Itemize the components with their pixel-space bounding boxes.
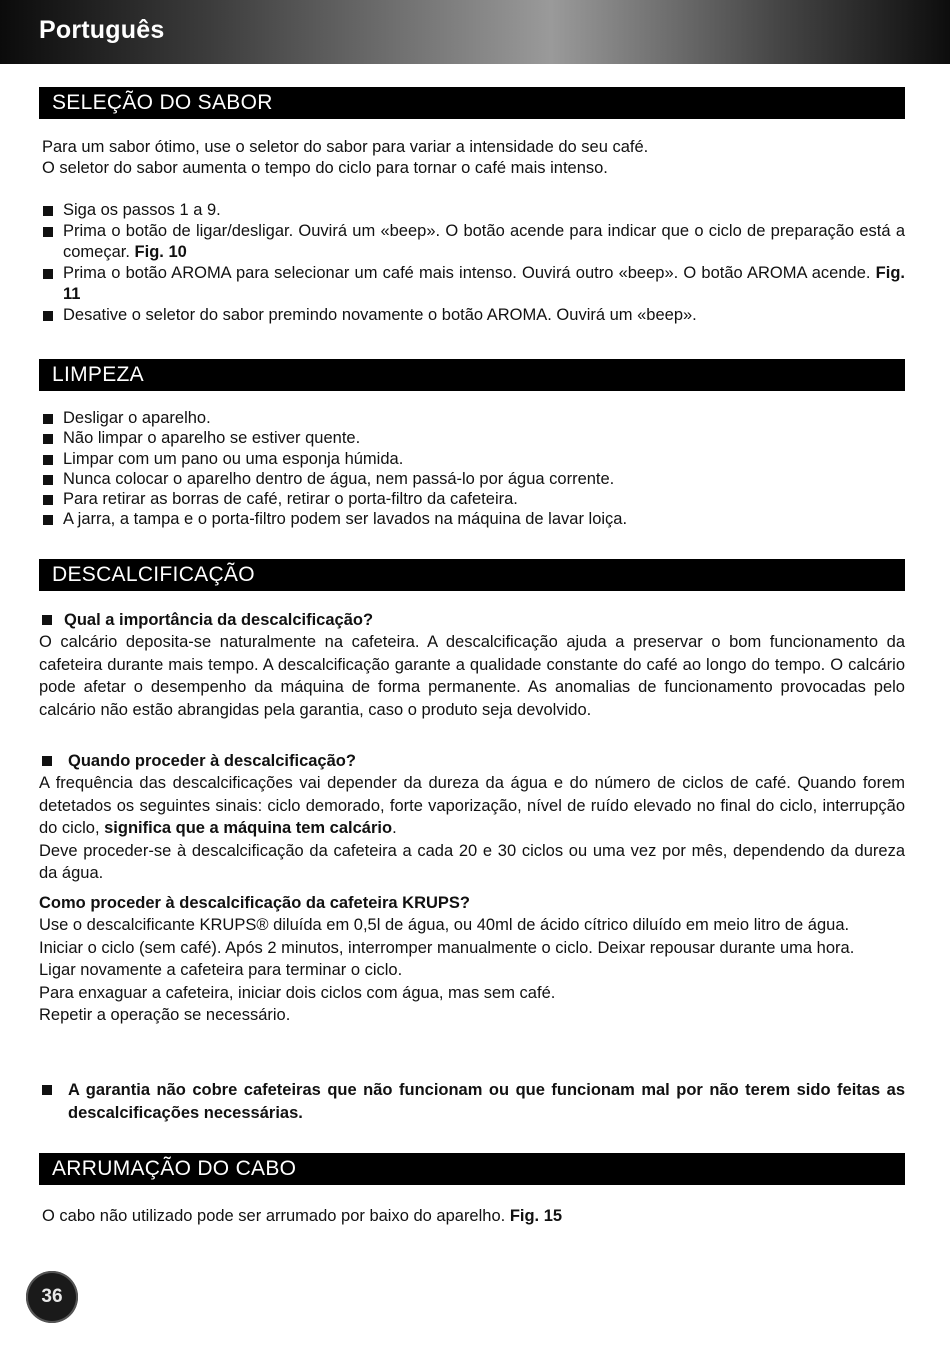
list-item: Nunca colocar o aparelho dentro de água, nem passá-lo por água corrente. <box>39 469 905 489</box>
paragraph: Deve proceder-se à descalcificação da cafeteira a cada 20 e 30 ciclos ou uma vez por mês, dependendo da dureza da água. <box>39 841 905 882</box>
section-title-limpeza: LIMPEZA <box>39 359 905 391</box>
question-heading: Qual a importância da descalcificação? <box>39 609 905 631</box>
paragraph: Ligar novamente a cafeteira para terminar o ciclo. <box>39 961 403 979</box>
descalc-importance <box>39 609 905 721</box>
list-item: Não limpar o aparelho se estiver quente. <box>39 428 905 448</box>
list-item: Prima o botão AROMA para selecionar um café mais intenso. Ouvirá outro «beep». O botão AROMA acende. Fig. 11 <box>39 263 905 305</box>
fig-ref: Fig. 10 <box>134 243 187 261</box>
list-item: Desligar o aparelho. <box>39 408 905 428</box>
page-number: 36 <box>26 1271 78 1323</box>
question-heading: Quando proceder à descalcificação? <box>39 750 905 772</box>
paragraph: O calcário deposita-se naturalmente na cafeteira. A descalcificação ajuda a preservar o bom funcionamento da cafeteira durante mais tempo. A descalcificação garante a qualidade constante do café ao longo do tempo. O calcário pode afetar o desempenho da máquina de forma permanente. As anomalias de funcionamento provocadas pelo calcário não estão abrangidas pela garantia, caso o produto seja devolvido. <box>39 633 905 719</box>
fig-ref: Fig. 15 <box>509 1207 563 1225</box>
descalc-how <box>39 893 905 1027</box>
list-item: Siga os passos 1 a 9. <box>39 200 905 221</box>
paragraph: O cabo não utilizado pode ser arrumado por baixo do aparelho. Fig. 15 <box>42 1207 563 1225</box>
bold-emphasis: significa que a máquina tem calcário <box>104 819 393 837</box>
list-item: Limpar com um pano ou uma esponja húmida. <box>39 449 905 469</box>
paragraph: Use o descalcificante KRUPS® diluída em 0,5l de água, ou 40ml de ácido cítrico diluído em meio litro de água. <box>39 916 850 934</box>
list-item: Prima o botão de ligar/desligar. Ouvirá um «beep». O botão acende para indicar que o ciclo de preparação está a começar. Fig. 10 <box>39 221 905 263</box>
section-title-descalcificacao: DESCALCIFICAÇÃO <box>39 559 905 591</box>
list-item: Desative o seletor do sabor premindo novamente o botão AROMA. Ouvirá um «beep». <box>39 305 905 326</box>
section-title-sabor: SELEÇÃO DO SABOR <box>39 87 905 119</box>
paragraph: A frequência das descalcificações vai depender da dureza da água e do número de ciclos de café. Quando forem detetados os seguintes sinais: ciclo demorado, forte vaporização, nível de ruído elevado no final do ciclo, interrupção do ciclo, significa que a máquina tem calcário. <box>39 774 905 837</box>
language-header-bar <box>0 0 950 64</box>
section-title-cabo: ARRUMAÇÃO DO CABO <box>39 1153 905 1185</box>
paragraph: Para enxaguar a cafeteira, iniciar dois ciclos com água, mas sem café. <box>39 983 556 1002</box>
warranty-text: A garantia não cobre cafeteiras que não funcionam ou que funcionam mal por não terem sido feitas as descalcificações necessárias. <box>39 1079 905 1125</box>
question-heading: Como proceder à descalcificação da cafeteira KRUPS? <box>39 894 470 912</box>
sabor-intro <box>39 137 905 179</box>
cabo-text-block <box>39 1205 905 1228</box>
descalc-when <box>39 750 905 885</box>
list-item: A jarra, a tampa e o porta-filtro podem ser lavados na máquina de lavar loiça. <box>39 509 905 529</box>
paragraph: Repetir a operação se necessário. <box>39 1006 291 1024</box>
warranty-note <box>39 1079 905 1125</box>
language-title: Português <box>39 16 165 44</box>
list-item: Para retirar as borras de café, retirar o porta-filtro da cafeteira. <box>39 489 905 509</box>
fig-ref: Fig. 11 <box>63 264 905 303</box>
sabor-intro-line-1: Para um sabor ótimo, use o seletor do sabor para variar a intensidade do seu café. <box>42 138 649 156</box>
sabor-list <box>39 200 905 326</box>
limpeza-list <box>39 408 905 530</box>
sabor-intro-line-2: O seletor do sabor aumenta o tempo do ciclo para tornar o café mais intenso. <box>42 159 608 177</box>
paragraph: Iniciar o ciclo (sem café). Após 2 minutos, interromper manualmente o ciclo. Deixar repousar durante uma hora. <box>39 938 855 957</box>
